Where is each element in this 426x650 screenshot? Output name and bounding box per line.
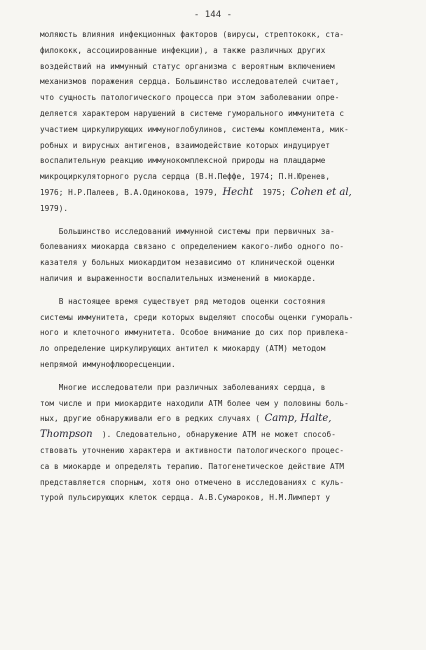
typed-text: ). Следовательно, обнаружение АТМ не может способ- [92, 430, 336, 440]
handwritten-citation: Camp, Halte, [264, 413, 332, 425]
typed-text: турой пульсирующих клеток сердца. А.В.Сумароков, Н.М.Лимперт у [40, 493, 331, 503]
typed-text: ных, другие обнаруживали его в редких случаях ( [40, 414, 265, 424]
typed-text: том числе и при миокардите находили АТМ более чем у половины боль- [40, 398, 349, 408]
text-line [40, 475, 396, 491]
typed-text: представляется спорным, хотя оно отмечено в исследованиях с куль- [40, 477, 345, 487]
typed-text: моляюсть влияния инфекционных факторов (вирусы, стрептококк, ста- [40, 30, 345, 39]
typed-text: ного и клеточного иммунитета. Особое внимание до сих пор привлека- [40, 328, 349, 338]
text-line [40, 443, 396, 459]
typed-text: робных и вирусных антигенов, взаимодействие которых индуцирует [40, 140, 331, 150]
text-line [40, 396, 396, 412]
text-line [40, 185, 396, 201]
typed-text: наличия и выраженности воспалительных изменений в миокарде. [40, 273, 317, 283]
text-line [40, 341, 396, 357]
text-line [40, 294, 396, 310]
text-line [40, 27, 396, 43]
text-line [40, 380, 396, 396]
typed-text: ло определение циркулирующих антител к миокарду (АТМ) методом [40, 344, 326, 354]
text-line [40, 153, 396, 169]
paragraph [40, 294, 396, 373]
typed-text: 1975; [253, 187, 291, 197]
text-line [40, 59, 396, 75]
typed-text: ствовать уточнению характера и активности патологического процес- [40, 445, 345, 455]
paragraph [40, 27, 396, 217]
text-line [40, 271, 396, 287]
text-line [40, 325, 396, 341]
handwritten-citation: Cohen et al, [290, 186, 352, 198]
text-line [40, 255, 396, 271]
text-line [40, 74, 396, 90]
text-line [40, 106, 396, 122]
typed-text: Большинство исследований иммунной системы при первичных за- [40, 226, 335, 236]
typed-text: механизмов поражения сердца. Большинство исследователей считает, [40, 77, 340, 87]
typed-text: Многие исследователи при различных заболеваниях сердца, в [40, 382, 326, 392]
text-line [40, 310, 396, 326]
typed-text: микроциркуляторного русла сердца (В.Н.Пеффе, 1974; П.Н.Юренев, [40, 172, 331, 182]
text-line [40, 427, 396, 443]
typed-text: деляется характером нарушений в системе гуморального иммунитета с [40, 108, 345, 118]
text-line [40, 490, 396, 506]
body-text [40, 27, 396, 506]
text-line [40, 43, 396, 59]
text-line [40, 138, 396, 154]
typed-text: болеваниях миокарда связано с определением какого-либо одного по- [40, 242, 345, 252]
text-line [40, 459, 396, 475]
paragraph [40, 224, 396, 287]
handwritten-citation: Thompson [40, 429, 93, 441]
paragraph [40, 380, 396, 506]
typed-text: участием циркулирующих иммуноглобулинов, системы комплемента, мик- [40, 124, 349, 134]
typed-text: 1976; Н.Р.Палеев, В.А.Одинокова, 1979, [40, 187, 223, 197]
text-line [40, 411, 396, 427]
text-line [40, 357, 396, 373]
text-line [40, 122, 396, 138]
typed-text: воздействий на иммунный статус организма с вероятным включением [40, 61, 335, 71]
text-line [40, 201, 396, 217]
paragraph-gap [40, 217, 396, 224]
page-number: - 144 - [193, 10, 233, 20]
typed-text: 1979). [40, 203, 69, 213]
paragraph-gap [40, 287, 396, 294]
typed-text: са в миокарде и определять терапию. Патогенетическое действие АТМ [40, 461, 345, 471]
typed-text: непрямой иммунофлюоресценции. [40, 359, 176, 369]
typed-text: филококк, ассоциированные инфекции), а также различных других [40, 45, 326, 55]
text-line [40, 224, 396, 240]
text-line [40, 239, 396, 255]
typed-text: что сущность патологического процесса при этом заболевании опре- [40, 93, 340, 103]
typed-text: системы иммунитета, среди которых выделяют способы оценки гумораль- [40, 312, 354, 322]
text-line [40, 90, 396, 106]
handwritten-citation: Hecht [222, 186, 254, 198]
typed-text: казателя у больных миокардитом независимо от клинической оценки [40, 258, 335, 268]
paragraph-gap [40, 373, 396, 380]
typed-text: воспалительную реакцию иммунокомплексной природы на плацдарме [40, 156, 326, 166]
typed-text: В настоящее время существует ряд методов оценки состояния [40, 296, 326, 306]
text-line [40, 169, 396, 185]
